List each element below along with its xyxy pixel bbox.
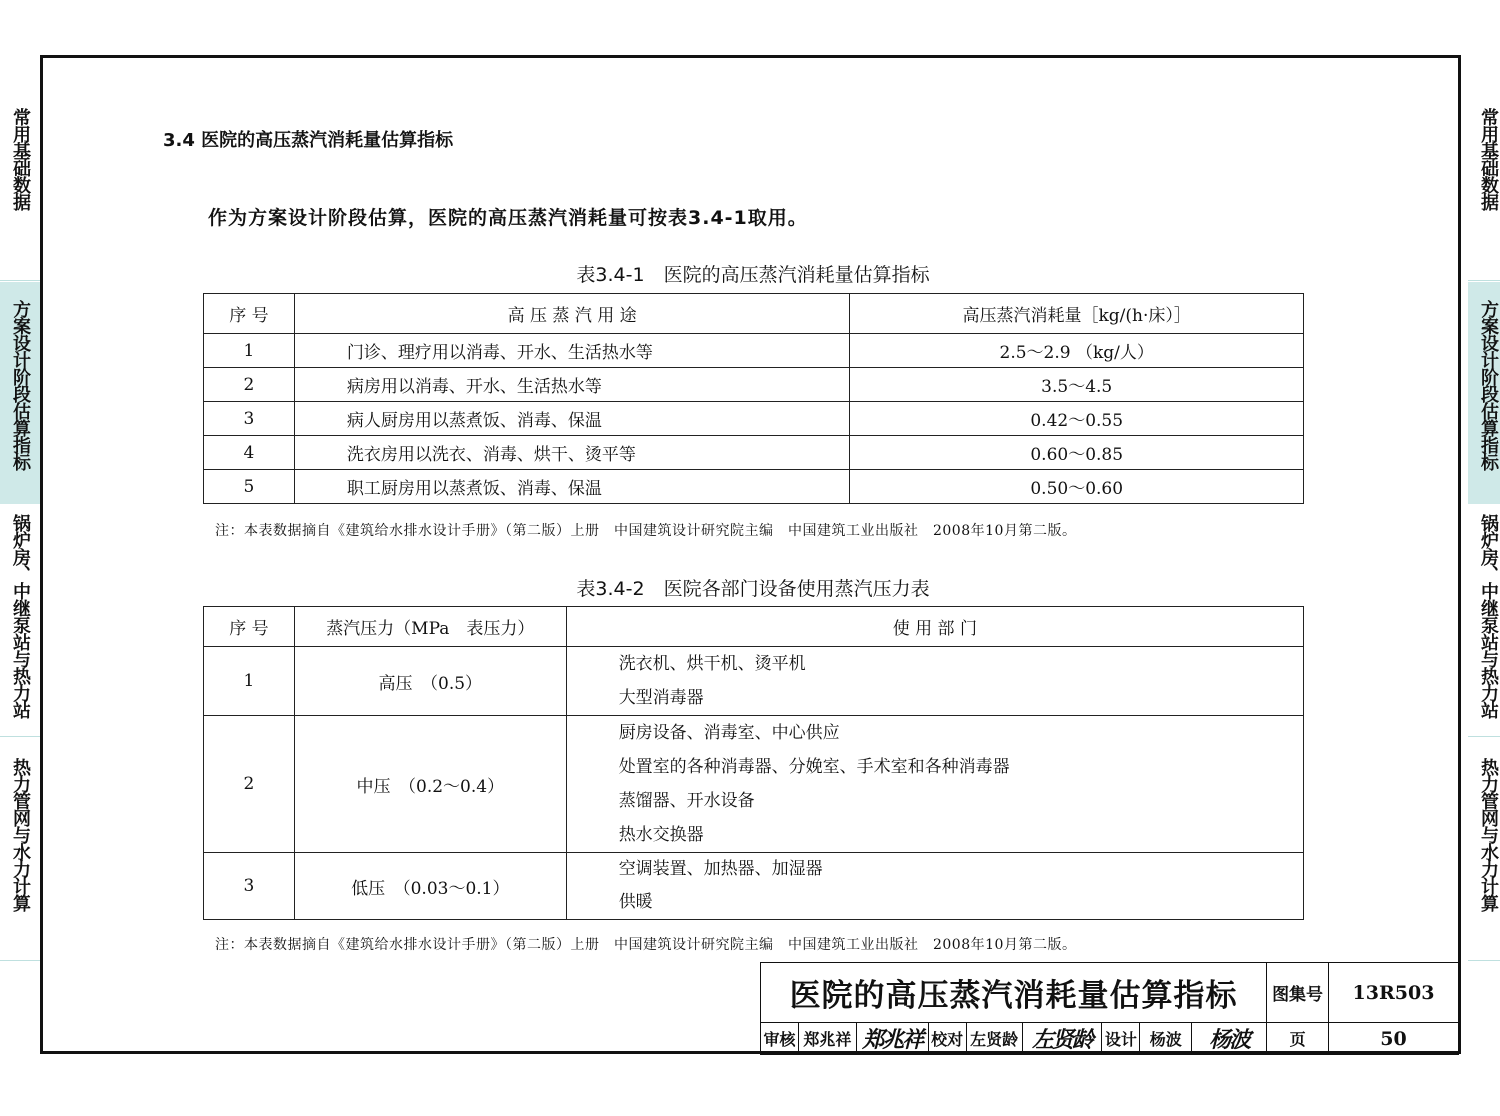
table2-header-department: 使 用 部 门 [566, 607, 1303, 647]
tab-label: 方案设计阶段估算指标 [1478, 300, 1499, 470]
design-label: 设计 [1102, 1023, 1140, 1055]
tab-label: 方案设计阶段估算指标 [10, 300, 31, 470]
use-line: 厨房设备、消毒室、中心供应 [618, 723, 840, 743]
use-line: 热水交换器 [618, 825, 704, 845]
row-no: 3 [204, 402, 295, 436]
table2-header-pressure: 蒸汽压力（MPa 表压力） [294, 607, 566, 647]
row-no: 3 [204, 853, 295, 920]
tab-divider [0, 736, 40, 737]
table1-header-consumption: 高压蒸汽消耗量［kg/(h·床）］ [850, 294, 1304, 334]
table1-header-no: 序 号 [204, 294, 295, 334]
row-no: 1 [204, 334, 295, 368]
tab-divider [1468, 960, 1500, 961]
review-label: 审核 [761, 1023, 799, 1055]
table1-caption: 表3.4-1 医院的高压蒸汽消耗量估算指标 [576, 264, 930, 286]
row-use: 职工厨房用以蒸煮饭、消毒、保温 [294, 470, 849, 504]
intro-paragraph: 作为方案设计阶段估算，医院的高压蒸汽消耗量可按表3.4-1取用。 [208, 207, 808, 229]
right-tab-boiler[interactable] [1468, 508, 1500, 734]
use-line: 空调装置、加热器、加湿器 [618, 859, 823, 879]
signature-scribble: 郑兆祥 [862, 1027, 923, 1053]
left-tab-estimation-active[interactable] [0, 282, 40, 504]
drawing-title: 医院的高压蒸汽消耗量估算指标 [761, 963, 1267, 1023]
table1-header-row [204, 294, 1304, 334]
table1-note: 注：本表数据摘自《建筑给水排水设计手册》（第二版）上册 中国建筑设计研究院主编 中国建筑工业出版社 2008年10月第二版。 [215, 523, 1077, 539]
right-tab-estimation-active[interactable] [1468, 282, 1500, 504]
table-row [204, 716, 1304, 853]
use-line: 洗衣机、烘干机、烫平机 [618, 654, 806, 674]
row-uses [566, 716, 1303, 853]
tab-label: 常用基础数据 [1478, 108, 1499, 210]
table2-note: 注：本表数据摘自《建筑给水排水设计手册》（第二版）上册 中国建筑设计研究院主编 中国建筑工业出版社 2008年10月第二版。 [215, 937, 1077, 953]
left-tab-boiler[interactable] [0, 508, 40, 734]
reviewer-name: 郑兆祥 [798, 1023, 856, 1055]
table2-header-no: 序 号 [204, 607, 295, 647]
section-heading: 3.4 医院的高压蒸汽消耗量估算指标 [163, 130, 454, 151]
tab-divider [1468, 736, 1500, 737]
row-consumption: 3.5～4.5 [850, 368, 1304, 402]
use-line: 供暖 [618, 892, 653, 912]
tab-divider [0, 280, 40, 281]
designer-signature [1192, 1023, 1267, 1055]
row-no: 5 [204, 470, 295, 504]
title-block [760, 962, 1459, 1055]
atlas-number: 13R503 [1329, 963, 1459, 1023]
left-tab-basic-data[interactable] [0, 108, 40, 278]
row-use: 门诊、理疗用以消毒、开水、生活热水等 [294, 334, 849, 368]
checker-signature [1022, 1023, 1102, 1055]
row-no: 1 [204, 647, 295, 716]
right-tab-basic-data[interactable] [1468, 108, 1500, 278]
signature-scribble: 左贤龄 [1031, 1027, 1092, 1053]
row-pressure: 高压 （0.5） [294, 647, 566, 716]
tab-label: 热力管网与水力计算 [10, 758, 31, 911]
reviewer-signature [856, 1023, 928, 1055]
page-number: 50 [1329, 1023, 1459, 1055]
table-row [204, 436, 1304, 470]
table1 [203, 293, 1304, 504]
row-use: 洗衣房用以洗衣、消毒、烘干、烫平等 [294, 436, 849, 470]
row-pressure: 低压 （0.03～0.1） [294, 853, 566, 920]
row-use: 病人厨房用以蒸煮饭、消毒、保温 [294, 402, 849, 436]
row-uses [566, 647, 1303, 716]
row-no: 2 [204, 368, 295, 402]
table-row [204, 647, 1304, 716]
tab-divider [0, 960, 40, 961]
signature-scribble: 杨波 [1209, 1027, 1250, 1053]
tab-label: 常用基础数据 [10, 108, 31, 210]
table2-header-row [204, 607, 1304, 647]
row-consumption: 0.60～0.85 [850, 436, 1304, 470]
left-tab-pipe-network[interactable] [0, 758, 40, 958]
row-uses [566, 853, 1303, 920]
table1-header-use: 高 压 蒸 汽 用 途 [294, 294, 849, 334]
atlas-label: 图集号 [1267, 963, 1329, 1023]
tab-label: 热力管网与水力计算 [1478, 758, 1499, 911]
check-label: 校对 [928, 1023, 966, 1055]
table2 [203, 606, 1304, 920]
checker-name: 左贤龄 [966, 1023, 1022, 1055]
row-consumption: 2.5～2.9 （kg/人） [850, 334, 1304, 368]
table-row [204, 402, 1304, 436]
use-line: 处置室的各种消毒器、分娩室、手术室和各种消毒器 [618, 757, 1010, 777]
tab-label: 锅炉房、中继泵站与热力站 [10, 514, 31, 718]
table-row [204, 368, 1304, 402]
row-use: 病房用以消毒、开水、生活热水等 [294, 368, 849, 402]
table2-caption: 表3.4-2 医院各部门设备使用蒸汽压力表 [576, 578, 930, 600]
row-no: 4 [204, 436, 295, 470]
page-label: 页 [1267, 1023, 1329, 1055]
tab-divider [1468, 280, 1500, 281]
row-pressure: 中压 （0.2～0.4） [294, 716, 566, 853]
table-row [204, 853, 1304, 920]
designer-name: 杨波 [1140, 1023, 1192, 1055]
tab-label: 锅炉房、中继泵站与热力站 [1478, 514, 1499, 718]
row-no: 2 [204, 716, 295, 853]
right-tab-pipe-network[interactable] [1468, 758, 1500, 958]
table-row [204, 334, 1304, 368]
use-line: 蒸馏器、开水设备 [618, 791, 755, 811]
row-consumption: 0.42～0.55 [850, 402, 1304, 436]
use-line: 大型消毒器 [618, 688, 704, 708]
row-consumption: 0.50～0.60 [850, 470, 1304, 504]
table-row [204, 470, 1304, 504]
